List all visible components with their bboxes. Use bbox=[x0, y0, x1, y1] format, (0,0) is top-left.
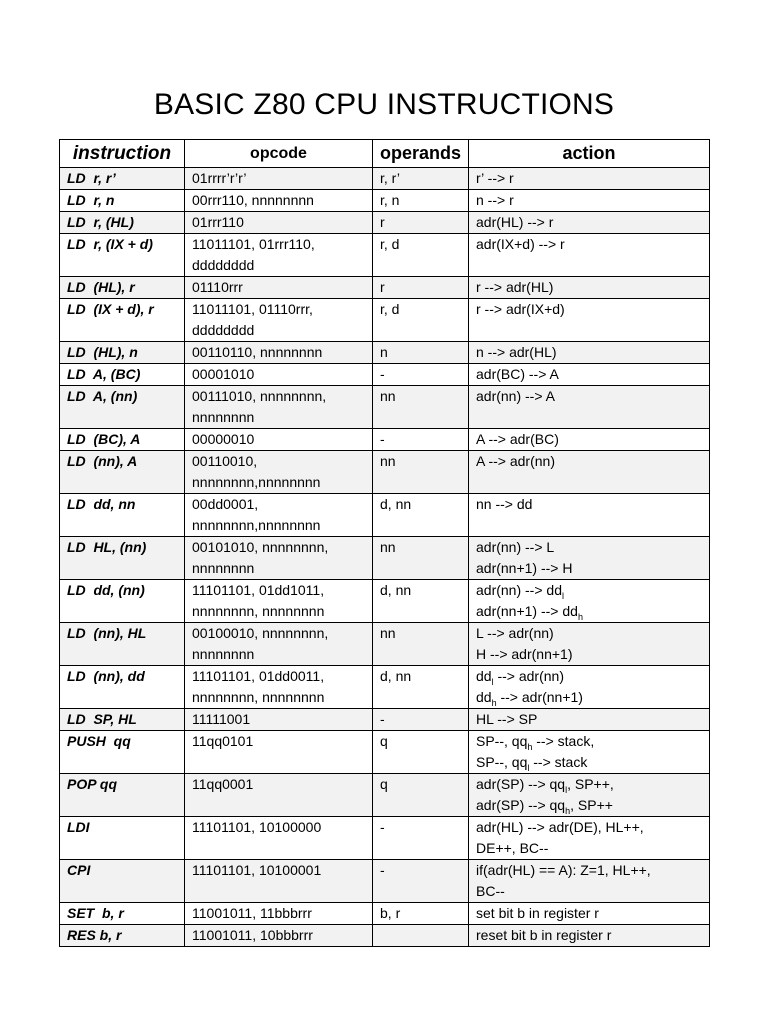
instruction-cell: LD (nn), HL bbox=[60, 623, 185, 666]
table-row bbox=[60, 537, 710, 580]
opcode-cell: 11011101, 01110rrr, dddddddd bbox=[185, 299, 373, 342]
table-header-row bbox=[60, 140, 710, 168]
instruction-cell: LD A, (nn) bbox=[60, 386, 185, 429]
action-cell: adr(nn) --> $dd_l$ adr(nn+1) --> $dd_h$ bbox=[469, 580, 710, 623]
action-cell: A --> adr(BC) bbox=[469, 429, 710, 451]
header-instruction: instruction bbox=[60, 140, 185, 168]
table-row bbox=[60, 709, 710, 731]
operands-cell: d, nn bbox=[373, 494, 469, 537]
instruction-cell: LD HL, (nn) bbox=[60, 537, 185, 580]
operands-cell: nn bbox=[373, 623, 469, 666]
opcode-cell: 00dd0001, nnnnnnnn,nnnnnnnn bbox=[185, 494, 373, 537]
instruction-cell: LD dd, (nn) bbox=[60, 580, 185, 623]
action-cell: adr(HL) --> r bbox=[469, 212, 710, 234]
instruction-cell: LD r, n bbox=[60, 190, 185, 212]
instruction-cell: LD (IX + d), r bbox=[60, 299, 185, 342]
table-row bbox=[60, 731, 710, 774]
opcode-cell: 00110010, nnnnnnnn,nnnnnnnn bbox=[185, 451, 373, 494]
opcode-cell: 11101101, 01dd0011, nnnnnnnn, nnnnnnnn bbox=[185, 666, 373, 709]
table-row bbox=[60, 666, 710, 709]
operands-cell: r, d bbox=[373, 299, 469, 342]
action-cell: nn --> dd bbox=[469, 494, 710, 537]
instruction-cell: POP qq bbox=[60, 774, 185, 817]
table-row bbox=[60, 494, 710, 537]
table-row bbox=[60, 364, 710, 386]
action-cell: A --> adr(nn) bbox=[469, 451, 710, 494]
operands-cell: d, nn bbox=[373, 666, 469, 709]
operands-cell: q bbox=[373, 731, 469, 774]
instruction-cell: LD dd, nn bbox=[60, 494, 185, 537]
operands-cell: n bbox=[373, 342, 469, 364]
table-row bbox=[60, 817, 710, 860]
opcode-cell: 01rrrr’r’r’ bbox=[185, 168, 373, 190]
table-row bbox=[60, 774, 710, 817]
instruction-cell: LD (nn), A bbox=[60, 451, 185, 494]
operands-cell: nn bbox=[373, 451, 469, 494]
table-row bbox=[60, 925, 710, 947]
opcode-cell: 11qq0101 bbox=[185, 731, 373, 774]
action-cell: if(adr(HL) == A): Z=1, HL++, BC-- bbox=[469, 860, 710, 903]
operands-cell: r, r’ bbox=[373, 168, 469, 190]
operands-cell: r, n bbox=[373, 190, 469, 212]
opcode-cell: 00111010, nnnnnnnn, nnnnnnnn bbox=[185, 386, 373, 429]
opcode-cell: 01110rrr bbox=[185, 277, 373, 299]
opcode-cell: 00001010 bbox=[185, 364, 373, 386]
opcode-cell: 00000010 bbox=[185, 429, 373, 451]
instruction-cell: LD (nn), dd bbox=[60, 666, 185, 709]
operands-cell: r bbox=[373, 277, 469, 299]
table-row bbox=[60, 190, 710, 212]
instruction-cell: RES b, r bbox=[60, 925, 185, 947]
instruction-cell: LDI bbox=[60, 817, 185, 860]
header-operands: operands bbox=[373, 140, 469, 168]
opcode-cell: 11001011, 11bbbrrr bbox=[185, 903, 373, 925]
opcode-cell: 11111001 bbox=[185, 709, 373, 731]
table-row bbox=[60, 342, 710, 364]
action-cell: adr(BC) --> A bbox=[469, 364, 710, 386]
instruction-cell: PUSH qq bbox=[60, 731, 185, 774]
table-row bbox=[60, 860, 710, 903]
action-cell: r --> adr(HL) bbox=[469, 277, 710, 299]
operands-cell: - bbox=[373, 429, 469, 451]
table-row bbox=[60, 234, 710, 277]
operands-cell: d, nn bbox=[373, 580, 469, 623]
instruction-cell: CPI bbox=[60, 860, 185, 903]
instruction-cell: LD (HL), r bbox=[60, 277, 185, 299]
instruction-cell: LD (BC), A bbox=[60, 429, 185, 451]
operands-cell: nn bbox=[373, 537, 469, 580]
operands-cell: nn bbox=[373, 386, 469, 429]
action-cell: n --> r bbox=[469, 190, 710, 212]
operands-cell: - bbox=[373, 709, 469, 731]
header-opcode: opcode bbox=[185, 140, 373, 168]
instruction-cell: LD r, (HL) bbox=[60, 212, 185, 234]
instruction-cell: LD SP, HL bbox=[60, 709, 185, 731]
operands-cell: - bbox=[373, 364, 469, 386]
opcode-cell: 11101101, 10100001 bbox=[185, 860, 373, 903]
opcode-cell: 11011101, 01rrr110, dddddddd bbox=[185, 234, 373, 277]
table-row bbox=[60, 903, 710, 925]
operands-cell: q bbox=[373, 774, 469, 817]
action-cell: r --> adr(IX+d) bbox=[469, 299, 710, 342]
table-row bbox=[60, 212, 710, 234]
action-cell: adr(nn) --> L adr(nn+1) --> H bbox=[469, 537, 710, 580]
operands-cell: b, r bbox=[373, 903, 469, 925]
action-cell: reset bit b in register r bbox=[469, 925, 710, 947]
opcode-cell: 11001011, 10bbbrrr bbox=[185, 925, 373, 947]
opcode-cell: 11qq0001 bbox=[185, 774, 373, 817]
opcode-cell: 00101010, nnnnnnnn, nnnnnnnn bbox=[185, 537, 373, 580]
opcode-cell: 00100010, nnnnnnnn, nnnnnnnn bbox=[185, 623, 373, 666]
action-cell: adr(IX+d) --> r bbox=[469, 234, 710, 277]
instruction-table bbox=[59, 139, 710, 947]
instruction-cell: LD r, (IX + d) bbox=[60, 234, 185, 277]
header-action: action bbox=[469, 140, 710, 168]
operands-cell: r, d bbox=[373, 234, 469, 277]
action-cell: L --> adr(nn) H --> adr(nn+1) bbox=[469, 623, 710, 666]
instruction-cell: LD A, (BC) bbox=[60, 364, 185, 386]
action-cell: set bit b in register r bbox=[469, 903, 710, 925]
operands-cell bbox=[373, 925, 469, 947]
opcode-cell: 11101101, 01dd1011, nnnnnnnn, nnnnnnnn bbox=[185, 580, 373, 623]
operands-cell: r bbox=[373, 212, 469, 234]
opcode-cell: 11101101, 10100000 bbox=[185, 817, 373, 860]
action-cell: n --> adr(HL) bbox=[469, 342, 710, 364]
opcode-cell: 01rrr110 bbox=[185, 212, 373, 234]
action-cell: r’ --> r bbox=[469, 168, 710, 190]
table-row bbox=[60, 277, 710, 299]
action-cell: HL --> SP bbox=[469, 709, 710, 731]
action-cell: adr(nn) --> A bbox=[469, 386, 710, 429]
opcode-cell: 00110110, nnnnnnnn bbox=[185, 342, 373, 364]
table-body bbox=[60, 168, 710, 947]
table-row bbox=[60, 580, 710, 623]
table-row bbox=[60, 168, 710, 190]
opcode-cell: 00rrr110, nnnnnnnn bbox=[185, 190, 373, 212]
operands-cell: - bbox=[373, 817, 469, 860]
action-cell: adr(HL) --> adr(DE), HL++, DE++, BC-- bbox=[469, 817, 710, 860]
action-cell: adr(SP) --> $qq_l$, SP++, adr(SP) --> $qq_h$, SP++ bbox=[469, 774, 710, 817]
table-row bbox=[60, 299, 710, 342]
table-row bbox=[60, 386, 710, 429]
page-title: BASIC Z80 CPU INSTRUCTIONS bbox=[153, 88, 615, 121]
operands-cell: - bbox=[373, 860, 469, 903]
action-cell: $dd_l$ --> adr(nn) $dd_h$ --> adr(nn+1) bbox=[469, 666, 710, 709]
instruction-cell: LD (HL), n bbox=[60, 342, 185, 364]
table-row bbox=[60, 429, 710, 451]
action-cell: SP--, $qq_h$ --> stack, SP--, $qq_l$ --> stack bbox=[469, 731, 710, 774]
table-row bbox=[60, 623, 710, 666]
table-row bbox=[60, 451, 710, 494]
instruction-cell: SET b, r bbox=[60, 903, 185, 925]
instruction-cell: LD r, r’ bbox=[60, 168, 185, 190]
